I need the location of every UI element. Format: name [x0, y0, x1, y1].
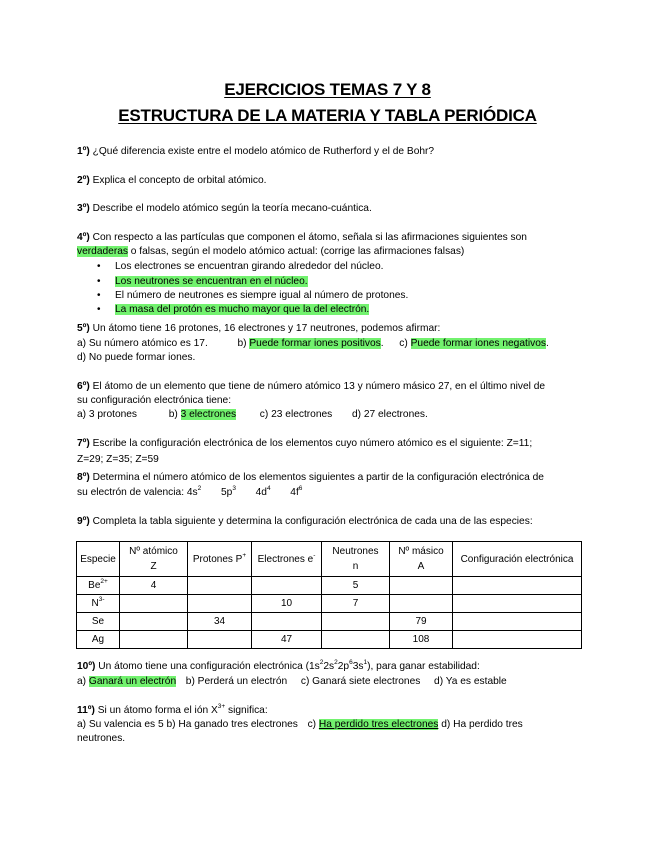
cell-config[interactable] — [453, 595, 582, 613]
question-text: o falsas, según el modelo atómico actual: (corrige las afirmaciones falsas) — [127, 246, 465, 257]
question-4 — [77, 231, 527, 245]
question-text: Completa la tabla siguiente y determina la configuración electrónica de cada una de las especies: — [92, 516, 533, 527]
option-d-continued: neutrones. — [77, 733, 126, 744]
cell-z[interactable]: 4 — [120, 577, 188, 595]
cell-electrones[interactable] — [252, 577, 322, 595]
header-especie: Especie — [77, 542, 120, 577]
title-line-2: ESTRUCTURA DE LA MATERIA Y TABLA PERIÓDICA — [118, 106, 537, 125]
cell-z[interactable] — [120, 595, 188, 613]
option-a: a) Su número atómico es 17. — [77, 338, 208, 349]
cell-config[interactable] — [453, 577, 582, 595]
question-number: 9º) — [77, 516, 90, 527]
option-d: d) No puede formar iones. — [77, 352, 196, 363]
cell-z[interactable] — [120, 631, 188, 649]
option-c-label: c) — [399, 338, 411, 349]
cell-protones[interactable]: 34 — [188, 613, 252, 631]
question-text: Describe el modelo atómico según la teoría mecano-cuántica. — [92, 203, 372, 214]
cell-protones[interactable] — [188, 577, 252, 595]
cell-especie: $Be^{2+}$ — [77, 577, 120, 595]
question-text: Explica el concepto de orbital atómico. — [92, 175, 267, 186]
question-text: Escribe la configuración electrónica de los elementos cuyo número atómico es el siguiente: Z=11; — [92, 438, 533, 449]
highlighted-word: verdaderas — [77, 246, 128, 257]
question-6 — [77, 380, 545, 394]
cell-electrones[interactable] — [252, 613, 322, 631]
cell-masico[interactable]: 108 — [390, 631, 453, 649]
title-line-1: EJERCICIOS TEMAS 7 Y 8 — [224, 80, 431, 99]
question-number: 2º) — [77, 175, 90, 186]
question-number: 5º) — [77, 323, 90, 334]
config-1: $4s^2$ — [186, 485, 202, 498]
question-10 — [77, 660, 480, 674]
cell-neutrones[interactable] — [322, 613, 390, 631]
question-11 — [77, 704, 268, 718]
question-10-options — [77, 675, 507, 689]
option-a-label: a) — [77, 676, 89, 687]
bullet-icon: • — [97, 304, 101, 315]
bullet-icon: • — [97, 290, 101, 301]
cell-masico[interactable] — [390, 595, 453, 613]
table-row — [77, 613, 582, 631]
config-4: $4f^6$ — [290, 485, 303, 498]
table-row — [77, 595, 582, 613]
statement-2 — [115, 275, 308, 289]
question-number: 8º) — [77, 472, 90, 483]
question-number: 11º) — [77, 705, 95, 716]
cell-protones[interactable] — [188, 595, 252, 613]
cell-especie: Ag — [77, 631, 120, 649]
question-number: 1º) — [77, 146, 90, 157]
option-c-label: c) — [307, 719, 319, 730]
cell-config[interactable] — [453, 613, 582, 631]
option-a: a) Su valencia es 5 — [77, 719, 164, 730]
question-text: Un átomo tiene una configuración electrónica $(1s^22s^22p^63s^1)$, para ganar estabilidad: — [98, 659, 480, 672]
question-7-line-2: Z=29; Z=35; Z=59 — [77, 454, 159, 465]
question-number: 4º) — [77, 232, 90, 243]
question-text: Determina el número atómico de los elementos siguientes a partir de la configuración electrónica de — [92, 472, 544, 483]
table-row — [77, 631, 582, 649]
cell-neutrones[interactable]: 7 — [322, 595, 390, 613]
cell-especie: $N^{3-}$ — [77, 595, 120, 613]
cell-protones[interactable] — [188, 631, 252, 649]
option-b: b) Ha ganado tres electrones — [166, 719, 298, 730]
option-c: Puede formar iones negativos — [410, 338, 546, 349]
question-number: 7º) — [77, 438, 90, 449]
option-c: c) Ganará siete electrones — [300, 676, 421, 687]
question-6-options — [77, 408, 428, 422]
cell-config[interactable] — [453, 631, 582, 649]
highlighted-statement: Los neutrones se encuentran en el núcleo. — [115, 276, 308, 287]
cell-especie: Se — [77, 613, 120, 631]
question-text: ¿Qué diferencia existe entre el modelo atómico de Rutherford y el de Bohr? — [92, 146, 435, 157]
question-text: Si un átomo forma el ión $X^{3+}$ significa: — [97, 703, 268, 716]
option-b: 3 electrones — [180, 409, 237, 420]
cell-masico[interactable]: 79 — [390, 613, 453, 631]
config-2: $5p^3$ — [220, 485, 236, 498]
species-table — [76, 541, 582, 649]
statement-1: Los electrones se encuentran girando alrededor del núcleo. — [115, 261, 384, 272]
option-d: d) Ha perdido tres — [441, 719, 523, 730]
question-11-options — [77, 718, 523, 732]
cell-neutrones[interactable]: 5 — [322, 577, 390, 595]
header-masico: Nº másico A — [390, 542, 453, 577]
header-electrones: Electrones e- — [252, 542, 322, 577]
statement-3: El número de neutrones es siempre igual al número de protones. — [115, 290, 409, 301]
question-text: Un átomo tiene 16 protones, 16 electrones y 17 neutrones, podemos afirmar: — [92, 323, 441, 334]
option-b: b) Perderá un electrón — [185, 676, 288, 687]
header-z: Nº atómico Z — [120, 542, 188, 577]
question-5-options: a) Su número atómico es 17. b) Puede formar iones positivos. c) Puede formar iones negativos. — [77, 338, 549, 349]
question-2 — [77, 174, 266, 188]
cell-electrones[interactable]: 47 — [252, 631, 322, 649]
option-a: a) 3 protones — [77, 409, 138, 420]
question-6-line-2: su configuración electrónica tiene: — [77, 395, 232, 406]
option-b: Puede formar iones positivos — [249, 338, 381, 349]
option-b-label: b) — [168, 409, 181, 420]
cell-z[interactable] — [120, 613, 188, 631]
question-8-line-2 — [77, 486, 302, 500]
option-c: c) 23 electrones — [259, 409, 333, 420]
question-number: 10º) — [77, 661, 96, 672]
cell-masico[interactable] — [390, 577, 453, 595]
question-5 — [77, 322, 440, 336]
question-number: 3º) — [77, 203, 90, 214]
table-row — [77, 577, 582, 595]
header-config: Configuración electrónica — [453, 542, 582, 577]
bullet-icon: • — [97, 261, 101, 272]
question-text: Con respecto a las partículas que componen el átomo, señala si las afirmaciones siguientes son — [92, 232, 527, 243]
question-text: El átomo de un elemento que tiene de número atómico 13 y número másico 27, en el último nivel de — [92, 381, 546, 392]
config-3: $4d^4$ — [255, 485, 271, 498]
bullet-icon: • — [97, 276, 101, 287]
header-neutrones: Neutrones n — [322, 542, 390, 577]
highlighted-statement: La masa del protón es mucho mayor que la del electrón. — [115, 304, 370, 315]
question-3 — [77, 202, 372, 216]
question-8 — [77, 471, 544, 485]
table-header-row — [77, 542, 582, 577]
option-a: Ganará un electrón — [88, 676, 177, 687]
cell-electrones[interactable]: 10 — [252, 595, 322, 613]
question-9 — [77, 515, 533, 529]
option-c: Ha perdido tres electrones — [318, 719, 439, 730]
question-number: 6º) — [77, 381, 90, 392]
cell-neutrones[interactable] — [322, 631, 390, 649]
question-text: su electrón de valencia: — [77, 487, 185, 498]
option-d: d) Ya es estable — [434, 676, 507, 687]
statement-4 — [115, 303, 369, 317]
question-7 — [77, 437, 532, 451]
option-b-label: b) — [237, 338, 250, 349]
question-1 — [77, 145, 434, 159]
option-d: d) 27 electrones. — [351, 409, 428, 420]
header-protones: Protones P+ — [188, 542, 252, 577]
question-4-line-2 — [77, 245, 464, 259]
